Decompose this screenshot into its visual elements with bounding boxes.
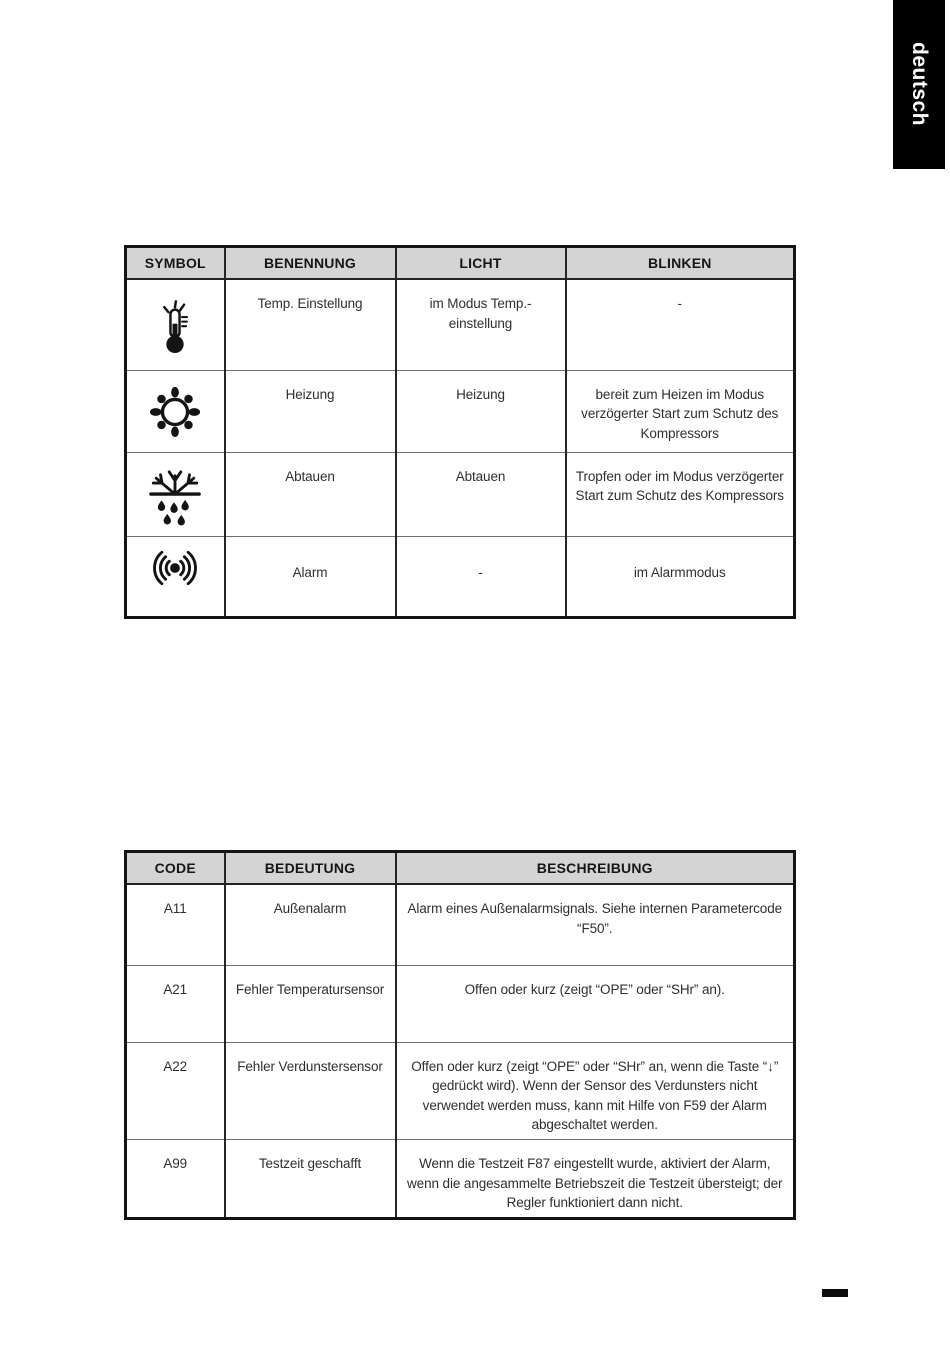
licht-cell: Heizung xyxy=(396,370,566,452)
symbol-cell xyxy=(126,537,225,618)
column-header-symbol: SYMBOL xyxy=(126,247,225,280)
table-row xyxy=(126,537,795,618)
licht-cell: Abtauen xyxy=(396,452,566,537)
code-cell: A21 xyxy=(126,965,225,1042)
column-header-blinken: BLINKEN xyxy=(566,247,795,280)
beschreibung-cell: Offen oder kurz (zeigt “OPE” oder “SHr” an). xyxy=(396,965,795,1042)
licht-cell: im Modus Temp.-einstellung xyxy=(396,279,566,370)
alarm-code-table xyxy=(124,850,796,1220)
bedeutung-cell: Testzeit geschafft xyxy=(225,1140,396,1219)
column-header-beschreibung: BESCHREIBUNG xyxy=(396,852,795,885)
benennung-cell: Alarm xyxy=(225,537,396,618)
thermometer-icon xyxy=(156,348,194,363)
blinken-cell: Tropfen oder im Modus verzögerter Start zum Schutz des Kompressors xyxy=(566,452,795,537)
page-marker-dash xyxy=(822,1289,848,1297)
symbol-table-header-row xyxy=(126,247,795,280)
bedeutung-cell: Außenalarm xyxy=(225,884,396,965)
table-row xyxy=(126,965,795,1042)
table-row xyxy=(126,1140,795,1219)
symbol-cell xyxy=(126,452,225,537)
symbol-cell xyxy=(126,370,225,452)
column-header-benennung: BENENNUNG xyxy=(225,247,396,280)
defrost-snowflake-drops-icon xyxy=(148,515,202,530)
column-header-bedeutung: BEDEUTUNG xyxy=(225,852,396,885)
table-row xyxy=(126,452,795,537)
blinken-cell: im Alarmmodus xyxy=(566,537,795,618)
table-row xyxy=(126,370,795,452)
beschreibung-cell: Alarm eines Außenalarmsignals. Siehe internen Parametercode “F50”. xyxy=(396,884,795,965)
code-cell: A11 xyxy=(126,884,225,965)
code-cell: A99 xyxy=(126,1140,225,1219)
benennung-cell: Heizung xyxy=(225,370,396,452)
language-tab xyxy=(893,0,945,169)
beschreibung-cell: Wenn die Testzeit F87 eingestellt wurde, aktiviert der Alarm, wenn die angesammelte Betriebszeit die Testzeit übersteigt; der Regler funktioniert dann nicht. xyxy=(396,1140,795,1219)
benennung-cell: Temp. Einstellung xyxy=(225,279,396,370)
blinken-cell: bereit zum Heizen im Modus verzögerter Start zum Schutz des Kompressors xyxy=(566,370,795,452)
licht-cell: - xyxy=(396,537,566,618)
symbol-cell xyxy=(126,279,225,370)
bedeutung-cell: Fehler Verdunstersensor xyxy=(225,1042,396,1139)
bedeutung-cell: Fehler Temperatursensor xyxy=(225,965,396,1042)
benennung-cell: Abtauen xyxy=(225,452,396,537)
sun-icon xyxy=(148,427,202,442)
language-tab-label: deutsch xyxy=(908,42,931,127)
code-table-header-row xyxy=(126,852,795,885)
table-row xyxy=(126,279,795,370)
alarm-sound-waves-icon xyxy=(137,573,213,588)
blinken-cell: - xyxy=(566,279,795,370)
symbol-table xyxy=(124,245,796,619)
beschreibung-cell: Offen oder kurz (zeigt “OPE” oder “SHr” an, wenn die Taste “↓” gedrückt wird). Wenn der Sensor des Verdunsters nicht verwendet werden muss, kann mit Hilfe von F59 der Alarm abgeschaltet werden. xyxy=(396,1042,795,1139)
code-cell: A22 xyxy=(126,1042,225,1139)
column-header-code: CODE xyxy=(126,852,225,885)
column-header-licht: LICHT xyxy=(396,247,566,280)
table-row xyxy=(126,1042,795,1139)
table-row xyxy=(126,884,795,965)
